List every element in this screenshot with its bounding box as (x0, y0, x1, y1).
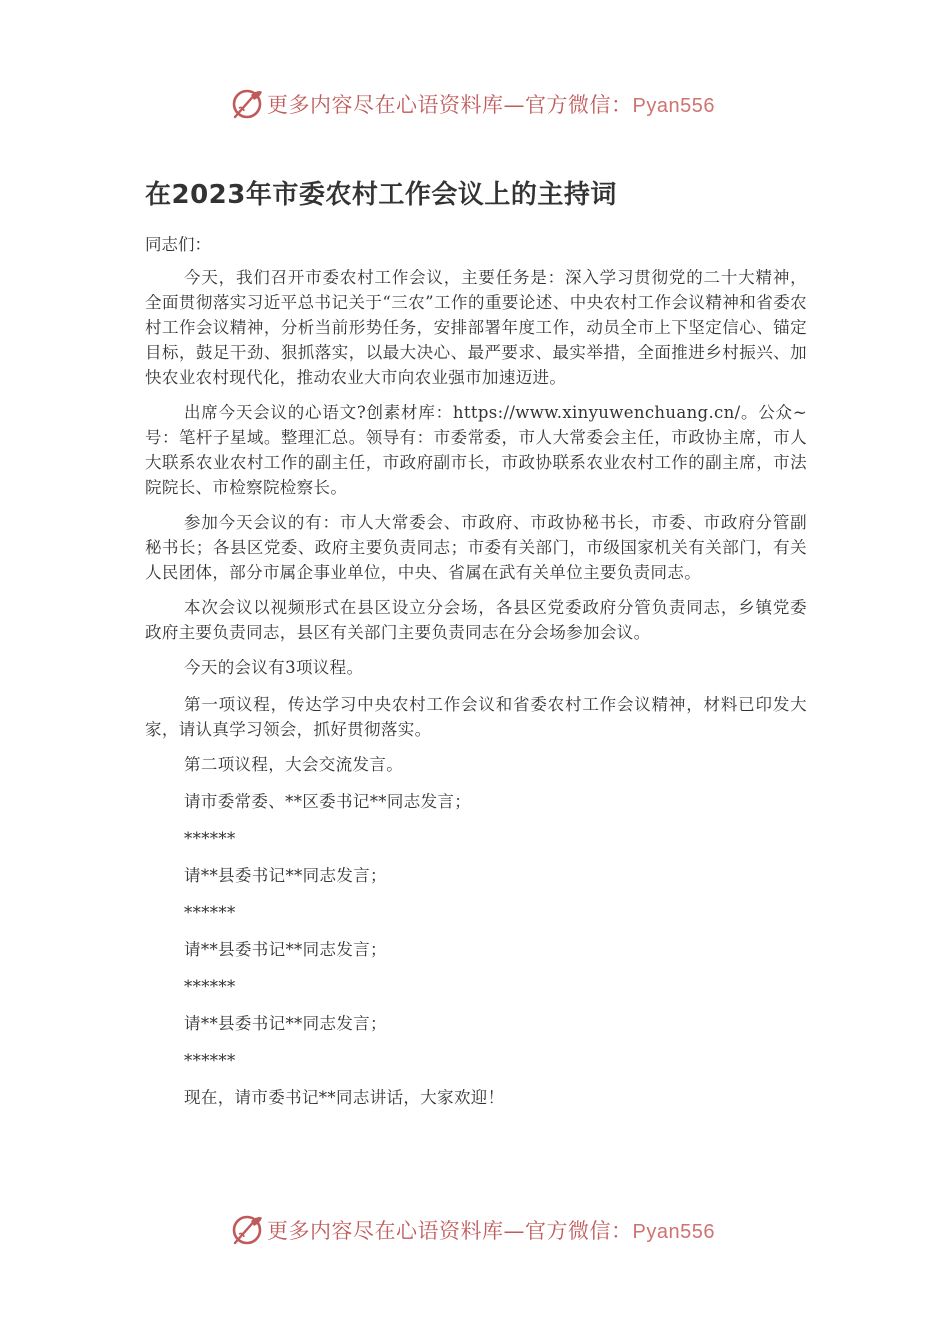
separator-line: ****** (184, 1051, 236, 1070)
paragraph-agenda-one: 第一项议程，传达学习中央农村工作会议和省委农村工作会议精神，材料已印发大家，请认真学习领会，抓好贯彻落实。 (145, 695, 807, 739)
speaker-line: 请**县委书记**同志发言； (184, 940, 387, 959)
footer-banner (0, 1208, 950, 1252)
speaker-line: 请**县委书记**同志发言； (184, 1014, 387, 1033)
speaker-line: 请**县委书记**同志发言； (184, 866, 387, 885)
separator-line: ****** (184, 903, 236, 922)
closing-line: 现在，请市委书记**同志讲话，大家欢迎！ (184, 1088, 505, 1107)
document-title: 在2023年市委农村工作会议上的主持词 (145, 180, 617, 210)
document-body (145, 176, 807, 1122)
header-banner (0, 82, 950, 126)
brush-logo-icon (229, 1212, 265, 1248)
separator-line: ****** (184, 977, 236, 996)
separator-line: ****** (184, 829, 236, 848)
banner-text: 更多内容尽在心语资料库—官方微信：Pyan556 (267, 1219, 715, 1243)
paragraph-video-format: 本次会议以视频形式在县区设立分会场，各县区党委政府分管负责同志，乡镇党委政府主要负责同志，县区有关部门主要负责同志在分会场参加会议。 (145, 598, 807, 642)
paragraph-intro: 今天，我们召开市委农村工作会议，主要任务是：深入学习贯彻党的二十大精神，全面贯彻落实习近平总书记关于“三农”工作的重要论述、中央农村工作会议精神和省委农村工作会议精神，分析当前形势任务，安排部署年度工作，动员全市上下坚定信心、锚定目标，鼓足干劲、狠抓落实，以最大决心、最严要求、最实举措，全面推进乡村振兴、加快农业农村现代化，推动农业大市向农业强市加速迈进。 (145, 268, 807, 387)
salutation: 同志们： (145, 235, 211, 254)
wechat-handle: Pyan556 (632, 95, 715, 117)
brush-logo-icon (229, 86, 265, 122)
banner-text: 更多内容尽在心语资料库—官方微信：Pyan556 (267, 93, 715, 117)
paragraph-agenda-two: 第二项议程，大会交流发言。 (184, 755, 404, 774)
paragraph-agenda-count: 今天的会议有3项议程。 (184, 658, 364, 677)
paragraph-attending-leaders: 出席今天会议的心语文?创素材库：https://www.xinyuwenchuang.cn/。公众~号：笔杆子星域。整理汇总。领导有：市委常委，市人大常委会主任，市政协主席，市人大联系农业农村工作的副主任，市政府副市长，市政协联系农业农村工作的副主席，市法院院长、市检察院检察长。 (145, 403, 807, 497)
paragraph-participants: 参加今天会议的有：市人大常委会、市政府、市政协秘书长，市委、市政府分管副秘书长；各县区党委、政府主要负责同志；市委有关部门，市级国家机关有关部门，有关人民团体，部分市属企事业单位，中央、省属在武有关单位主要负责同志。 (145, 513, 807, 582)
speaker-line: 请市委常委、**区委书记**同志发言； (184, 792, 472, 811)
wechat-handle: Pyan556 (632, 1221, 715, 1243)
